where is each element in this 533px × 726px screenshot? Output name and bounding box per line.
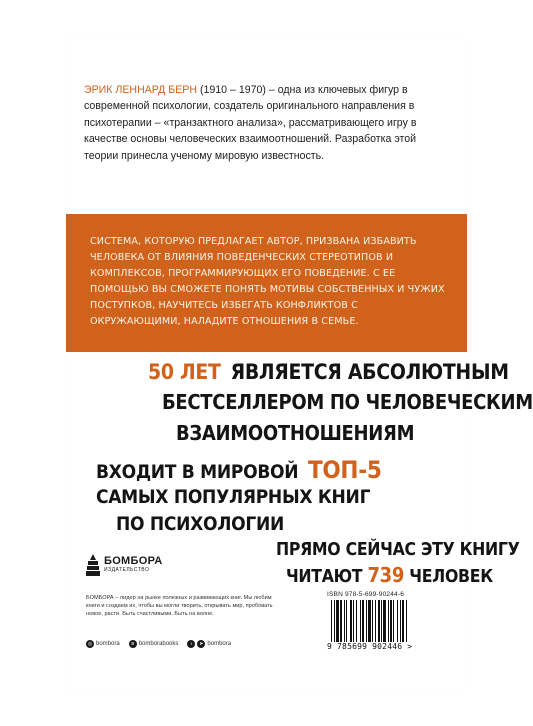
author-name: ЭРИК ЛЕННАРД БЕРН (84, 84, 198, 96)
promo-line-8 (286, 563, 493, 587)
publisher-name: БОМБОРА (104, 555, 163, 567)
barcode-bar (331, 600, 332, 642)
promo-line-4 (96, 456, 382, 484)
promo-line-4-text: ВХОДИТ В МИРОВОЙ (96, 461, 299, 483)
barcode-bar (334, 600, 335, 642)
promo-top5: ТОП-5 (307, 456, 382, 484)
book-back-cover (66, 38, 533, 688)
barcode-bar (402, 600, 404, 642)
barcode-bar (356, 600, 357, 642)
promo-line-3: ВЗАИМООТНОШЕНИЯМ (176, 421, 415, 445)
barcode-bar (397, 600, 398, 642)
isbn-label: ISBN 978-5-699-90244-6 (327, 591, 405, 598)
promo-line-1-text: ЯВЛЯЕТСЯ АБСОЛЮТНЫМ (230, 360, 509, 384)
barcode-bar (362, 600, 364, 642)
promo-line-7: ПРЯМО СЕЙЧАС ЭТУ КНИГУ (276, 540, 520, 560)
vk-icon: в (129, 640, 137, 648)
barcode-bar (378, 600, 380, 642)
barcode-bar (400, 600, 401, 642)
barcode-bar (381, 600, 382, 642)
barcode-bar (353, 600, 354, 642)
promo-line-8-start: ЧИТАЮТ (286, 567, 363, 587)
author-bio-text: (1910 – 1970) – одна из ключевых фигур в современной психологии, создатель оригинального направления в психотерапии – «транзактного анализа», рассматривающего игру в качестве основы человеческих взаимоотношений. Разработка этой теории принесла ученому мировую известность. (84, 84, 417, 162)
barcode-bar (393, 600, 394, 642)
barcode-bar (388, 600, 389, 642)
promo-line-6: ПО ПСИХОЛОГИИ (116, 513, 284, 535)
barcode-bar (360, 600, 361, 642)
barcode-bar (350, 600, 352, 642)
telegram-icon: ➤ (199, 641, 204, 647)
barcode-bar (406, 600, 407, 642)
social-vk (129, 640, 179, 648)
barcode-digits: 9 785699 902446 > (327, 642, 449, 651)
social-label: bomborabooks (138, 641, 179, 647)
barcode-bar (340, 600, 342, 642)
barcode-bar (372, 600, 373, 642)
promo-line-5: САМЫХ ПОПУЛЯРНЫХ КНИГ (96, 486, 371, 508)
social-instagram (86, 640, 120, 648)
barcode-bar (368, 600, 371, 642)
barcode-bar (375, 600, 376, 642)
barcode-bar (383, 600, 386, 642)
bombora-logo-icon (86, 554, 100, 576)
book-description: СИСТЕМА, КОТОРУЮ ПРЕДЛАГАЕТ АВТОР, ПРИЗВАНА ИЗБАВИТЬ ЧЕЛОВЕКА ОТ ВЛИЯНИЯ ПОВЕДЕНЧЕСКИХ СТЕРЕОТИПОВ И КОМПЛЕКСОВ, ПРОГРАММИРУЮЩИХ ЕГО ПОВЕДЕНИЕ. С ЕЕ ПОМОЩЬЮ ВЫ СМОЖЕТЕ ПОНЯТЬ МОТИВЫ СОБСТВЕННЫХ И ЧУЖИХ ПОСТУПКОВ, НАУЧИТЕСЬ ИЗБЕГАТЬ КОНФЛИКТОВ С ОКРУЖАЮЩИМИ, НАЛАДИТЕ ОТНОШЕНИЯ В СЕМЬЕ. (90, 236, 445, 327)
barcode-bar (344, 600, 345, 642)
barcode-bar (390, 600, 392, 642)
tiktok-icon: ♪ (187, 640, 195, 648)
publisher-slogan: БОМБОРА – лидер на рынке полезных и развивающих книг. Мы любим книги и создаем их, чтобы вы могли творить, открывать мир, пробовать новое, расти. Быть счастливыми. Быть на волне. (86, 595, 273, 617)
reader-count: 739 (367, 563, 405, 587)
publisher-subtitle: ИЗДАТЕЛЬСТВО (104, 567, 150, 573)
instagram-icon: ◎ (87, 641, 93, 647)
promo-line-1 (148, 360, 509, 384)
author-bio (84, 82, 452, 164)
barcode-bar (346, 600, 347, 642)
social-label: bombora (207, 641, 232, 647)
promo-line-8-end: ЧЕЛОВЕК (409, 567, 493, 587)
barcode-bar (336, 600, 339, 642)
orange-description-band (66, 214, 467, 352)
social-links (86, 640, 231, 648)
publisher-logo (86, 554, 163, 576)
social-label: bombora (96, 641, 120, 647)
promo-line-2: БЕСТСЕЛЛЕРОМ ПО ЧЕЛОВЕЧЕСКИМ (162, 390, 533, 414)
social-tiktok (187, 640, 231, 648)
promo-years: 50 ЛЕТ (148, 360, 221, 384)
barcode-bar (366, 600, 367, 642)
